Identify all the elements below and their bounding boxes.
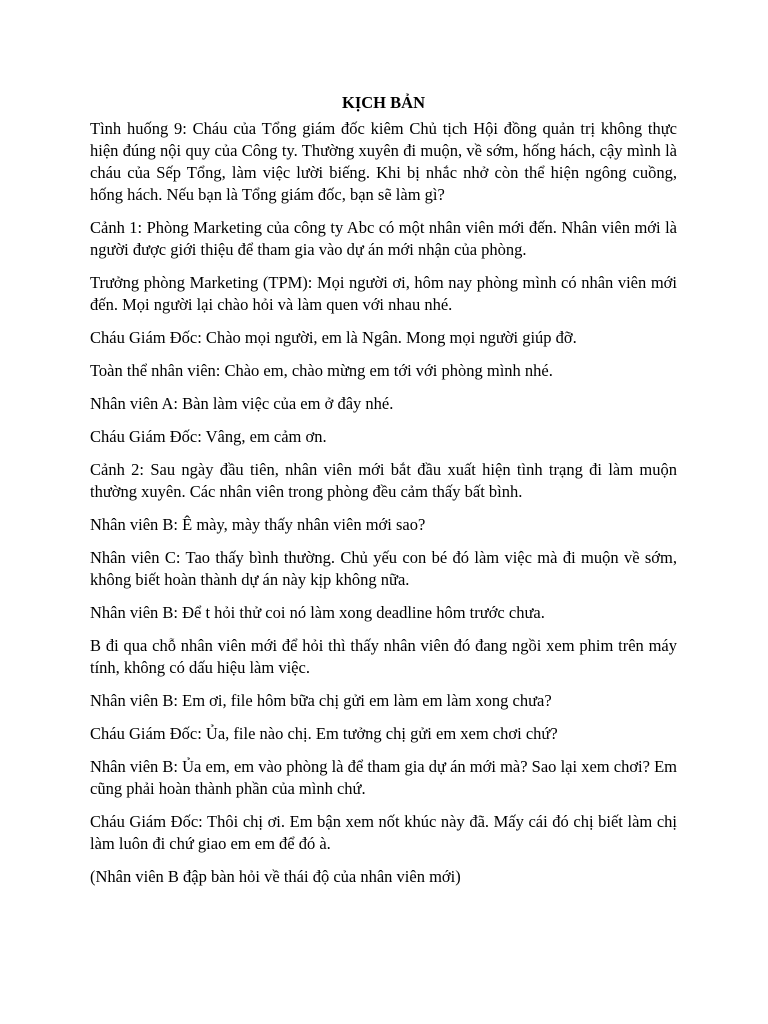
paragraph-dialogue: Trưởng phòng Marketing (TPM): Mọi người ơi, hôm nay phòng mình có nhân viên mới đến. Mọi người lại chào hỏi và làm quen với nhau nhé. <box>90 273 677 314</box>
document-title: KỊCH BẢN <box>342 93 425 112</box>
paragraph-dialogue: Cháu Giám Đốc: Thôi chị ơi. Em bận xem nốt khúc này đã. Mấy cái đó chị biết làm chị làm luôn đi chứ giao em em để đó à. <box>90 812 677 853</box>
document-page <box>90 92 677 899</box>
paragraph-dialogue: Nhân viên B: Em ơi, file hôm bữa chị gửi em làm em làm xong chưa? <box>90 691 552 710</box>
paragraph-stage-direction: (Nhân viên B đập bàn hỏi về thái độ của nhân viên mới) <box>90 867 461 886</box>
paragraph-scene-2: Cảnh 2: Sau ngày đầu tiên, nhân viên mới bắt đầu xuất hiện tình trạng đi làm muộn thường xuyên. Các nhân viên trong phòng đều cảm thấy bất bình. <box>90 460 677 501</box>
paragraph-dialogue: Cháu Giám Đốc: Vâng, em cảm ơn. <box>90 427 327 446</box>
paragraph-dialogue: Nhân viên B: Ủa em, em vào phòng là để tham gia dự án mới mà? Sao lại xem chơi? Em cũng phải hoàn thành phần của mình chứ. <box>90 757 677 798</box>
paragraph-narration: B đi qua chỗ nhân viên mới để hỏi thì thấy nhân viên đó đang ngồi xem phim trên máy tính, không có dấu hiệu làm việc. <box>90 636 677 677</box>
paragraph-dialogue: Nhân viên C: Tao thấy bình thường. Chủ yếu con bé đó làm việc mà đi muộn về sớm, không biết hoàn thành dự án này kịp không nữa. <box>90 548 677 589</box>
paragraph-scene-1: Cảnh 1: Phòng Marketing của công ty Abc có một nhân viên mới đến. Nhân viên mới là người được giới thiệu để tham gia vào dự án mới nhận của phòng. <box>90 218 677 259</box>
paragraph-dialogue: Toàn thể nhân viên: Chào em, chào mừng em tới với phòng mình nhé. <box>90 361 553 380</box>
paragraph-dialogue: Nhân viên B: Để t hỏi thử coi nó làm xong deadline hôm trước chưa. <box>90 603 545 622</box>
paragraph-dialogue: Nhân viên A: Bàn làm việc của em ở đây nhé. <box>90 394 394 413</box>
paragraph-dialogue: Cháu Giám Đốc: Ủa, file nào chị. Em tưởng chị gửi em xem chơi chứ? <box>90 724 558 743</box>
paragraph-scenario: Tình huống 9: Cháu của Tổng giám đốc kiêm Chủ tịch Hội đồng quản trị không thực hiện đúng nội quy của Công ty. Thường xuyên đi muộn, về sớm, hống hách, cậy mình là cháu của Sếp Tổng, làm việc lười biếng. Khi bị nhắc nhở còn thể hiện ngông cuồng, hống hách. Nếu bạn là Tổng giám đốc, bạn sẽ làm gì? <box>90 119 677 204</box>
paragraph-dialogue: Nhân viên B: Ê mày, mày thấy nhân viên mới sao? <box>90 515 426 534</box>
paragraph-dialogue: Cháu Giám Đốc: Chào mọi người, em là Ngân. Mong mọi người giúp đỡ. <box>90 328 577 347</box>
